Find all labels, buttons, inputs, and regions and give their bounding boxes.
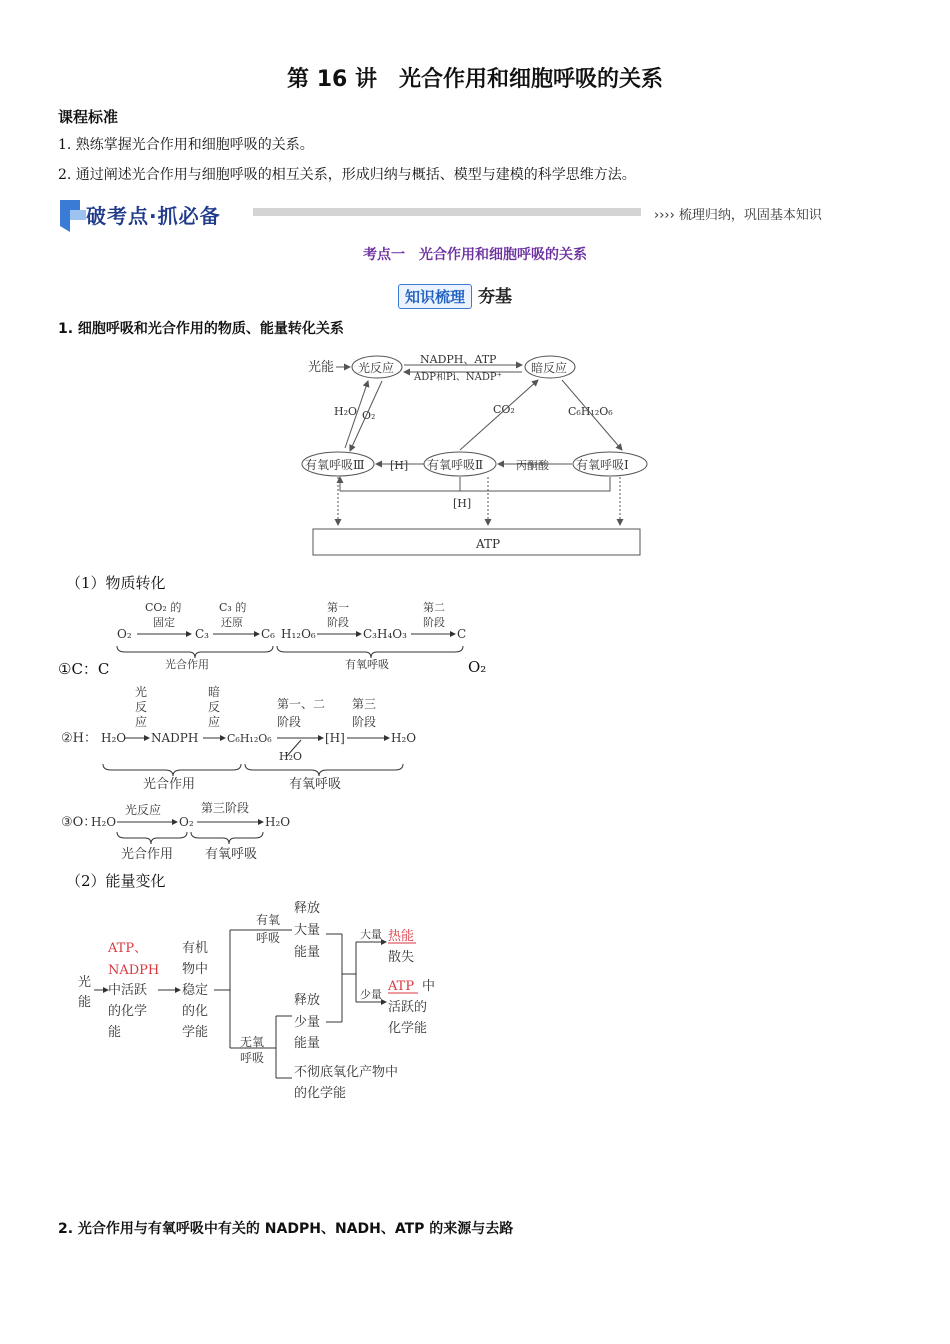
e-light-2: 能 [78,995,92,1010]
c3-red-label-2: 还原 [221,616,243,629]
h-light-2: 反 [135,700,148,714]
section-2-heading: 2. 光合作用与有氧呼吸中有关的 NADPH、NADH、ATP 的来源与去路 [58,1221,514,1237]
h-stage3-b: 阶段 [352,715,377,729]
carbon-c6: C₆ [261,627,275,641]
e-active2-1: 活跃的 [388,1000,428,1015]
e-organic-3: 稳定 [182,983,209,998]
e-small-2: 少量 [294,1015,321,1030]
h-chain-h2o-end: H₂O [391,731,417,745]
carbon-c3: C₃ [195,627,209,641]
e-active-3: 能 [108,1025,122,1040]
e-organic-2: 物中 [182,962,209,977]
knowledge-badge [398,282,512,309]
o-light-label: 光反应 [125,803,162,817]
e-light-1: 光 [78,975,92,990]
energy-heading: （2）能量变化 [66,872,166,890]
carbon-c-end: C [457,627,467,641]
e-aerobic-2: 呼吸 [256,931,281,945]
page-title: 第 16 讲 光合作用和细胞呼吸的关系 [287,67,663,92]
e-active-1: 中活跃 [108,983,148,998]
e-atp2-label: ATP [388,979,415,994]
e-organic-1: 有机 [182,941,209,956]
light-reaction-label: 光反应 [358,361,395,375]
pyruvate-label: 丙酮酸 [516,459,549,472]
e-dissipate-label: 散失 [388,950,415,965]
o2-label: O₂ [362,409,376,422]
h-light-1: 光 [135,685,148,699]
carbon-o2-tail: O₂ [468,658,487,676]
stage1-label-2: 阶段 [327,616,349,629]
adp-label: ADP和Pi、NADP⁺ [414,372,502,383]
h-stage12-b: 阶段 [277,715,302,729]
e-heat-label: 热能 [388,929,415,944]
co2-fix-label: CO₂ 的 [145,601,182,614]
stage1-label: 第一 [327,601,349,614]
banner-divider [253,208,641,216]
hydrogen-diagram [55,684,435,794]
h-photo-label: 光合作用 [143,777,196,792]
e-small-1: 释放 [294,993,321,1008]
resp2-label: 有氧呼吸Ⅱ [427,458,484,472]
h-stage3: 第三 [352,697,377,711]
h-chain-h2o: H₂O [101,731,127,745]
badge-tail: 夯基 [478,287,513,307]
resp3-label: 有氧呼吸Ⅲ [305,458,365,472]
o-chain-h2o: H₂O [91,815,117,829]
carbon-aerobic-label: 有氧呼吸 [345,658,389,671]
oxygen-label: ③O： [61,815,97,830]
material-heading: （1）物质转化 [66,574,166,592]
carbon-photo-label: 光合作用 [165,658,209,671]
h-light-3: 应 [135,715,148,729]
h-chain-h: [H] [325,731,345,745]
e-anaerobic-1: 无氧 [240,1035,265,1049]
h-dark-1: 暗 [208,685,221,699]
stage2-label: 第二 [423,601,445,614]
section-1-heading: 1. 细胞呼吸和光合作用的物质、能量转化关系 [58,321,344,337]
e-organic-5: 学能 [182,1025,209,1040]
topic-title: 考点一 光合作用和细胞呼吸的关系 [363,247,587,263]
oxygen-diagram [55,798,315,864]
dark-reaction-label: 暗反应 [531,361,568,375]
e-small-label: 少量 [360,988,382,1001]
e-anaerobic-2: 呼吸 [240,1051,265,1065]
e-aerobic-1: 有氧 [256,913,281,927]
banner-tag-icon [58,196,88,236]
h-chain-nadph: NADPH [151,731,199,745]
o-aerobic-label: 有氧呼吸 [205,847,258,862]
e-big-3: 能量 [294,945,321,960]
e-organic-4: 的化 [182,1004,209,1019]
banner-title: 破考点·抓必备 [86,204,221,228]
co2-label: CO₂ [493,403,515,416]
standards-heading: 课程标准 [58,108,119,126]
co2-fix-label-2: 固定 [153,616,175,629]
h-stage12: 第一、二 [277,697,326,711]
e-active2-2: 化学能 [388,1021,428,1036]
carbon-o2: O₂ [117,627,132,641]
badge-box: 知识梳理 [398,284,472,309]
e-large-label: 大量 [360,928,382,941]
standard-item-1: 1. 熟练掌握光合作用和细胞呼吸的关系。 [58,137,314,153]
c3-red-label: C₃ 的 [219,601,247,614]
o-chain-h2o-end: H₂O [265,815,291,829]
e-active-2: 的化学 [108,1004,148,1019]
h-dark-3: 应 [208,715,221,729]
standard-item-2: 2. 通过阐述光合作用与细胞呼吸的相互关系，形成归纳与概括、模型与建模的科学思维方法。 [58,167,636,183]
h-aerobic-label: 有氧呼吸 [289,777,342,792]
energy-diagram [70,894,450,1104]
glucose-label: C₆H₁₂O₆ [568,405,613,418]
o-chain-o2: O₂ [179,815,194,829]
h-h2o-in: H₂O [279,750,303,763]
carbon-h12o6: H₁₂O₆ [281,627,316,641]
carbon-pyruvate: C₃H₄O₃ [363,627,407,641]
h-label-1: [H] [390,459,409,472]
carbon-label: ①C：C [58,660,110,678]
e-small-3: 能量 [294,1036,321,1051]
light-energy-label: 光能 [308,360,335,375]
o-stage3-label: 第三阶段 [201,801,250,815]
h-dark-2: 反 [208,700,221,714]
cycle-diagram [290,345,650,560]
nadph-atp-label: NADPH、ATP [420,353,497,366]
carbon-diagram [55,596,495,682]
hydrogen-label: ②H： [61,731,97,746]
e-incomplete-2: 的化学能 [294,1086,347,1101]
e-nadph-label: NADPH [108,963,160,978]
e-incomplete-1: 不彻底氧化产物中 [294,1065,399,1080]
stage2-label-2: 阶段 [423,616,445,629]
h-chain-glucose: C₆H₁₂O₆ [227,732,272,745]
resp1-label: 有氧呼吸Ⅰ [576,458,629,472]
e-big-1: 释放 [294,901,321,916]
e-atp-label: ATP、 [108,941,148,956]
banner-subtitle: ›››› 梳理归纳，巩固基本知识 [654,208,822,223]
e-atp2-tail: 中 [422,979,436,994]
h2o-label: H₂O [334,405,358,418]
h-label-2: [H] [453,497,472,510]
section-banner [58,196,858,236]
o-photo-label: 光合作用 [121,847,174,862]
e-big-2: 大量 [294,923,321,938]
atp-label: ATP [476,537,501,551]
